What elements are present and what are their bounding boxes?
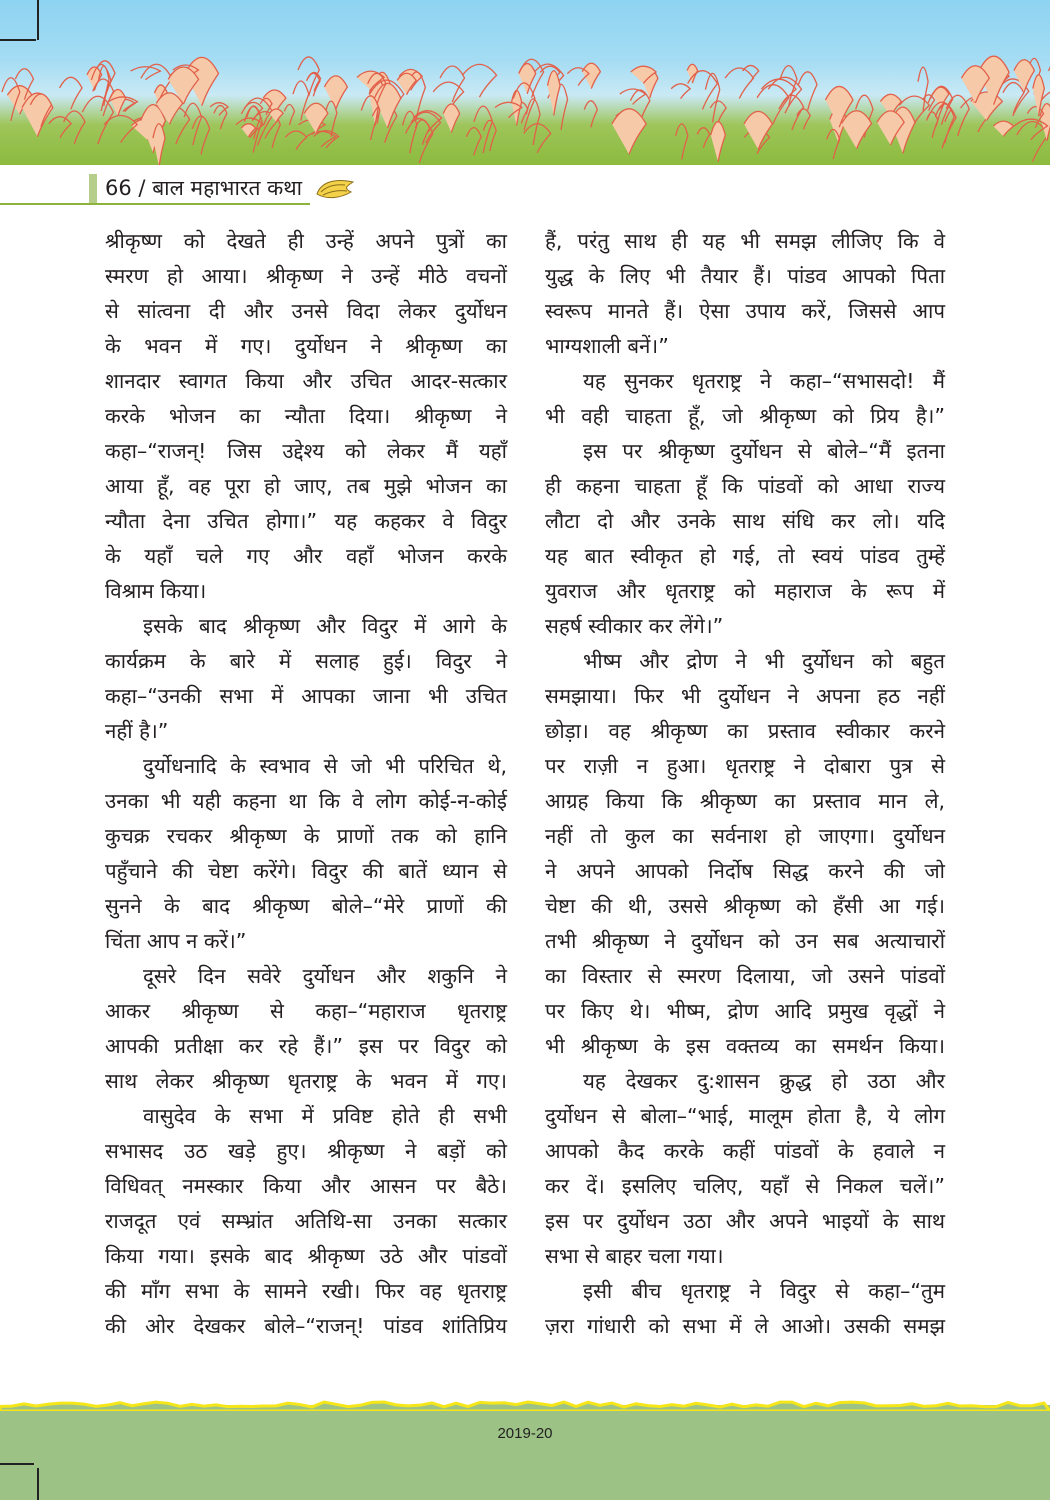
warrior-sketch [582, 63, 600, 88]
warrior-sketch [466, 128, 481, 156]
text-line: पर राज़ी न हुआ। धृतराष्ट्र ने दोबारा पुत्र से [545, 754, 945, 778]
warrior-sketch [104, 115, 137, 142]
text-line: आया हूँ, वह पूरा हो जाए, तब मुझे भोजन का [105, 474, 507, 498]
warrior-sketch [49, 117, 71, 138]
text-line: सहर्ष स्वीकार कर लेंगे।” [545, 614, 724, 638]
header-rule [0, 203, 310, 205]
text-line: कहा–“राजन्! जिस उद्देश्य को लेकर मैं यहाँ [105, 439, 507, 463]
text-column-left [105, 224, 507, 1344]
text-line: भी वही चाहता हूँ, जो श्रीकृष्ण को प्रिय है।” [545, 404, 945, 428]
text-line: स्वरूप मानते हैं। ऐसा उपाय करें, जिससे आप [545, 299, 945, 323]
text-line: भी श्रीकृष्ण के इस वक्तव्य का समर्थन किया। [545, 1034, 945, 1058]
header-text [105, 174, 302, 202]
text-line: पहुँचाने की चेष्टा करेंगे। विदुर की बातें ध्यान से [105, 859, 507, 883]
text-line: स्मरण हो आया। श्रीकृष्ण ने उन्हें मीठे वचनों [105, 264, 507, 288]
warrior-sketch [780, 66, 797, 107]
text-line: छोड़ा। वह श्रीकृष्ण का प्रस्ताव स्वीकार करने [545, 719, 945, 743]
text-line: सभा से बाहर चला गया। [545, 1244, 724, 1268]
text-line: का विस्तार से स्मरण दिलाया, जो उसने पांडवों [545, 964, 945, 988]
crop-mark [37, 0, 39, 40]
text-line: आपकी प्रतीक्षा कर रहे हैं।” इस पर विदुर को [105, 1034, 507, 1058]
text-line: करके भोजन का न्यौता दिया। श्रीकृष्ण ने [105, 404, 507, 428]
text-line: की माँग सभा के सामने रखी। फिर वह धृतराष्ट्र [105, 1279, 507, 1303]
warrior-sketch [697, 128, 709, 148]
text-line: चिंता आप न करें।” [105, 929, 247, 953]
warrior-sketch [676, 124, 688, 160]
text-line: यह देखकर दु:शासन क्रुद्ध हो उठा और [583, 1069, 945, 1093]
battle-scene-illustration [0, 0, 1050, 165]
text-line: युवराज और धृतराष्ट्र को महाराज के रूप में [545, 579, 945, 603]
conch-shell-icon [313, 176, 359, 202]
warrior-sketch [214, 106, 227, 130]
running-header [0, 172, 400, 208]
text-line: दुर्योधनादि के स्वभाव से जो भी परिचित थे, [143, 754, 507, 778]
text-line: राजदूत एवं सम्भ्रांत अतिथि-सा उनका सत्कार [105, 1209, 507, 1233]
page-number: 66 [105, 176, 132, 200]
text-line: किया गया। इसके बाद श्रीकृष्ण उठे और पांडवों [105, 1244, 507, 1268]
warrior-sketch [406, 119, 433, 164]
text-line: भीष्म और द्रोण ने भी दुर्योधन को बहुत [583, 649, 945, 673]
text-line: वासुदेव के सभा में प्रविष्ट होते ही सभी [143, 1104, 507, 1128]
text-line: की ओर देखकर बोले–“राजन्! पांडव शांतिप्रिय [105, 1314, 507, 1338]
warrior-sketch [440, 66, 464, 102]
text-line: के भवन में गए। दुर्योधन ने श्रीकृष्ण का [105, 334, 507, 358]
text-line: कर दें। इसलिए चलिए, यहाँ से निकल चलें।” [545, 1174, 945, 1198]
warrior-sketch [548, 71, 561, 116]
header-separator: / [138, 176, 146, 200]
warrior-sketch [827, 130, 840, 160]
warrior-sketch [671, 84, 690, 99]
warrior-sketch [397, 73, 416, 94]
warrior-sketch [153, 124, 165, 165]
text-line: पर किए थे। भीष्म, द्रोण आदि प्रमुख वृद्धों ने [545, 999, 945, 1023]
text-line: के यहाँ चले गए और वहाँ भोजन करके [105, 544, 507, 568]
warrior-sketch [761, 79, 796, 109]
text-line: ज़रा गांधारी को सभा में ले आओ। उसकी समझ [545, 1314, 945, 1338]
warrior-sketch [314, 131, 339, 148]
book-title: बाल महाभारत कथा [152, 176, 303, 200]
text-line: सुनने के बाद श्रीकृष्ण बोले–“मेरे प्राणों की [105, 894, 507, 918]
warrior-sketch [307, 131, 336, 147]
text-line: सभासद उठ खड़े हुए। श्रीकृष्ण ने बड़ों को [105, 1139, 507, 1163]
footer-wavy-edge [0, 1397, 1050, 1411]
text-line: विश्राम किया। [105, 579, 207, 603]
warrior-sketch [711, 122, 726, 162]
text-line: से सांत्वना दी और उनसे विदा लेकर दुर्योधन [105, 299, 507, 323]
text-line: इस पर श्रीकृष्ण दुर्योधन से बोले–“मैं इतना [583, 439, 945, 463]
text-line: ने अपने आपको निर्दोष सिद्ध करने की जो [545, 859, 945, 883]
text-line: आग्रह किया कि श्रीकृष्ण का प्रस्ताव मान ले, [545, 789, 945, 813]
text-line: समझाया। फिर भी दुर्योधन ने अपना हठ नहीं [545, 684, 945, 708]
warrior-sketch [60, 77, 82, 109]
text-line: इसके बाद श्रीकृष्ण और विदुर में आगे के [143, 614, 507, 638]
warrior-sketch [285, 131, 306, 150]
text-line: तभी श्रीकृष्ण ने दुर्योधन को उन सब अत्याचारों [545, 929, 945, 953]
warrior-sketch [1014, 60, 1034, 92]
crop-mark [0, 1463, 34, 1465]
warrior-sketch [744, 111, 772, 149]
text-line: आपको कैद करके कहीं पांडवों के हवाले न [545, 1139, 945, 1163]
text-line: नहीं है।” [105, 719, 169, 743]
text-line: युद्ध के लिए भी तैयार हैं। पांडव आपको पिता [545, 264, 945, 288]
text-line: इस पर दुर्योधन उठा और अपने भाइयों के साथ [545, 1209, 945, 1233]
warrior-sketch [768, 77, 801, 113]
text-line: यह सुनकर धृतराष्ट्र ने कहा–“सभासदो! मैं [583, 369, 945, 393]
text-line: साथ लेकर श्रीकृष्ण धृतराष्ट्र के भवन में गए। [105, 1069, 507, 1093]
warrior-sketch [241, 98, 273, 146]
text-column-right [545, 224, 945, 1344]
text-line: दुर्योधन से बोला–“भाई, मालूम होता है, ये लोग [545, 1104, 945, 1128]
warrior-sketch [842, 111, 872, 149]
text-line: इसी बीच धृतराष्ट्र ने विदुर से कहा–“तुम [583, 1279, 945, 1303]
text-line: श्रीकृष्ण को देखते ही उन्हें अपने पुत्रों का [105, 229, 507, 253]
warrior-sketch [993, 121, 1013, 136]
text-line: आकर श्रीकृष्ण से कहा–“महाराज धृतराष्ट्र [105, 999, 507, 1023]
warrior-sketch [131, 67, 161, 80]
warrior-sketch [918, 67, 928, 111]
text-line: शानदार स्वागत किया और उचित आदर-सत्कार [105, 369, 507, 393]
text-line: कार्यक्रम के बारे में सलाह हुई। विदुर ने [105, 649, 507, 673]
warrior-sketch [462, 64, 496, 97]
header-accent-bar [89, 174, 97, 204]
crop-mark [37, 1468, 39, 1500]
text-line: ही कहना चाहता हूँ कि पांडवों को आधा राज्य [545, 474, 945, 498]
warrior-sketch [567, 68, 589, 86]
text-line: लौटा दो और उनके साथ संधि कर लो। यदि [545, 509, 945, 533]
warrior-sketch [584, 101, 597, 128]
footer-band [0, 1405, 1050, 1500]
warrior-sketch [241, 124, 255, 137]
warrior-sketch [403, 111, 417, 153]
text-line: यह बात स्वीकृत हो गई, तो स्वयं पांडव तुम्हें [545, 544, 945, 568]
warrior-sketch [524, 124, 551, 153]
warrior-sketch [725, 68, 753, 98]
text-line: विधिवत् नमस्कार किया और आसन पर बैठे। [105, 1174, 507, 1198]
warrior-sketch [284, 105, 294, 126]
text-line: दूसरे दिन सवेरे दुर्योधन और शकुनि ने [143, 964, 507, 988]
crop-mark [0, 39, 36, 41]
text-line: न्यौता देना उचित होगा।” यह कहकर वे विदुर [105, 509, 507, 533]
edition-year: 2019-20 [497, 1425, 553, 1442]
text-line: नहीं तो कुल का सर्वनाश हो जाएगा। दुर्योधन [545, 824, 945, 848]
warrior-sketch [270, 109, 284, 122]
warrior-sketch [612, 109, 646, 155]
battle-illustration-banner [0, 0, 1050, 165]
warrior-sketch [1027, 107, 1043, 128]
warrior-sketch [798, 72, 817, 110]
text-line: चेष्टा की थी, उससे श्रीकृष्ण को हँसी आ गई। [545, 894, 945, 918]
text-line: कहा–“उनकी सभा में आपका जाना भी उचित [105, 684, 507, 708]
text-line: उनका भी यही कहना था कि वे लोग कोई-न-कोई [105, 789, 507, 813]
warrior-sketch [483, 120, 496, 151]
warrior-sketch [797, 109, 810, 129]
text-line: हैं, परंतु साथ ही यह भी समझ लीजिए कि वे [545, 229, 945, 253]
warrior-sketch [443, 104, 459, 133]
warrior-sketch [526, 99, 540, 145]
warrior-sketch [304, 103, 328, 133]
text-line: कुचक्र रचकर श्रीकृष्ण के प्राणों तक को हानि [105, 824, 507, 848]
text-line: भाग्यशाली बनें।” [545, 334, 669, 358]
warrior-sketch [1003, 83, 1024, 114]
